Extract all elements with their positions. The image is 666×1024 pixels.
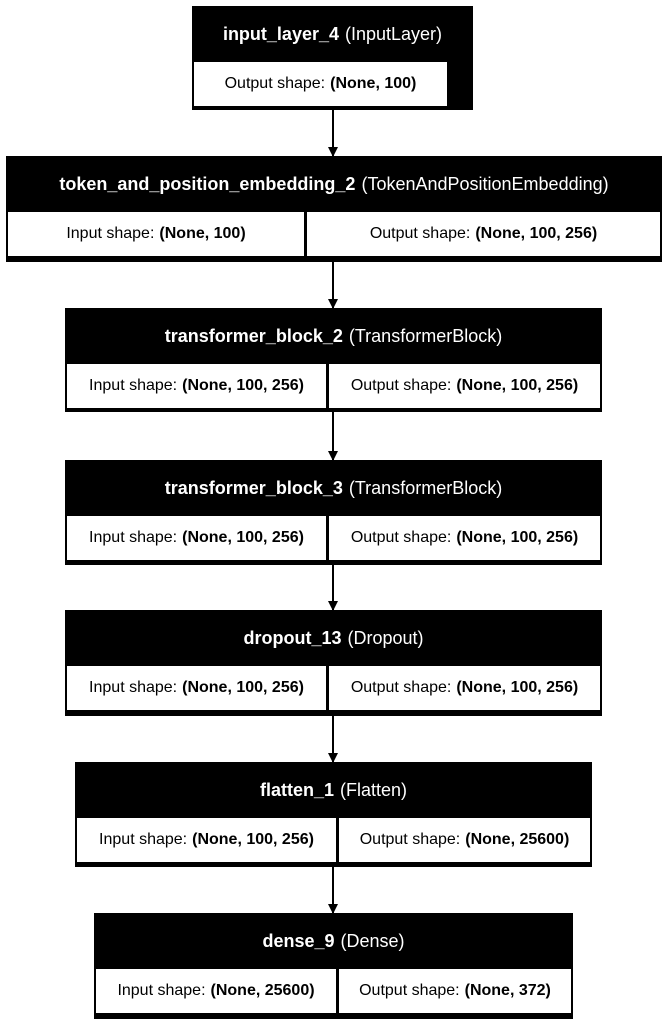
layer-name: token_and_position_embedding_2: [59, 173, 356, 194]
input-shape-label: Input shape:: [89, 529, 178, 546]
layer-node-input-layer-4: [192, 6, 473, 110]
layer-header: [67, 462, 600, 514]
layer-type: (Dropout): [347, 627, 424, 648]
layer-header: [67, 310, 600, 362]
output-shape-label: Output shape:: [369, 225, 471, 242]
layer-type: (Flatten): [340, 779, 408, 800]
layer-type: (TransformerBlock): [348, 325, 503, 346]
input-shape-label: Input shape:: [66, 225, 155, 242]
input-shape-cell: [67, 364, 326, 408]
input-shape-value: (None, 100, 256): [182, 679, 304, 696]
output-shape-value: (None, 100, 256): [456, 377, 579, 394]
output-shape-cell: [329, 666, 600, 710]
layer-name: dropout_13: [243, 627, 342, 648]
output-shape-label: Output shape:: [350, 377, 452, 394]
layer-header: [8, 158, 660, 210]
output-shape-label: Output shape:: [359, 831, 461, 848]
input-shape-value: (None, 25600): [210, 982, 315, 999]
layer-type: (TransformerBlock): [348, 477, 503, 498]
output-shape-value: (None, 372): [464, 982, 551, 999]
input-shape-label: Input shape:: [89, 377, 178, 394]
layer-header: [77, 764, 590, 816]
input-shape-label: Input shape:: [89, 679, 178, 696]
layer-node-dropout-13: [65, 610, 602, 716]
output-shape-value: (None, 100, 256): [456, 529, 579, 546]
layer-name: flatten_1: [259, 779, 334, 800]
layer-node-token-and-position-embedding-2: [6, 156, 662, 262]
output-shape-value: (None, 100, 256): [456, 679, 579, 696]
layer-node-transformer-block-3: [65, 460, 602, 565]
input-shape-cell: [77, 818, 336, 862]
input-shape-cell: [96, 969, 336, 1013]
input-shape-value: (None, 100, 256): [182, 377, 304, 394]
input-shape-label: Input shape:: [117, 982, 206, 999]
input-shape-value: (None, 100): [159, 225, 246, 242]
layer-type: (Dense): [340, 930, 405, 951]
output-shape-cell: [307, 212, 660, 256]
layer-node-dense-9: [94, 913, 573, 1019]
input-shape-cell: [8, 212, 304, 256]
input-shape-value: (None, 100, 256): [192, 831, 314, 848]
input-shape-cell: [67, 516, 326, 560]
input-shape-label: Input shape:: [99, 831, 188, 848]
output-shape-value: (None, 25600): [465, 831, 570, 848]
output-shape-label: Output shape:: [350, 529, 452, 546]
layer-node-transformer-block-2: [65, 308, 602, 412]
output-shape-label: Output shape:: [359, 982, 460, 999]
output-shape-cell: [339, 818, 590, 862]
input-shape-value: (None, 100, 256): [182, 529, 304, 546]
layer-type: (TokenAndPositionEmbedding): [361, 173, 609, 194]
layer-name: input_layer_4: [222, 23, 339, 44]
output-shape-label: Output shape:: [350, 679, 452, 696]
output-shape-cell: [329, 516, 600, 560]
output-shape-value: (None, 100): [330, 75, 417, 92]
layer-header: [96, 915, 571, 967]
output-shape-cell: [329, 364, 600, 408]
layer-header: [194, 8, 471, 60]
input-shape-cell: [67, 666, 326, 710]
layer-name: transformer_block_2: [164, 325, 343, 346]
layer-type: (InputLayer): [345, 23, 443, 44]
output-shape-cell: [194, 62, 447, 106]
layer-node-flatten-1: [75, 762, 592, 867]
layer-name: dense_9: [262, 930, 335, 951]
layer-name: transformer_block_3: [164, 477, 343, 498]
output-shape-value: (None, 100, 256): [475, 225, 598, 242]
output-shape-label: Output shape:: [224, 75, 326, 92]
output-shape-cell: [339, 969, 571, 1013]
layer-header: [67, 612, 600, 664]
